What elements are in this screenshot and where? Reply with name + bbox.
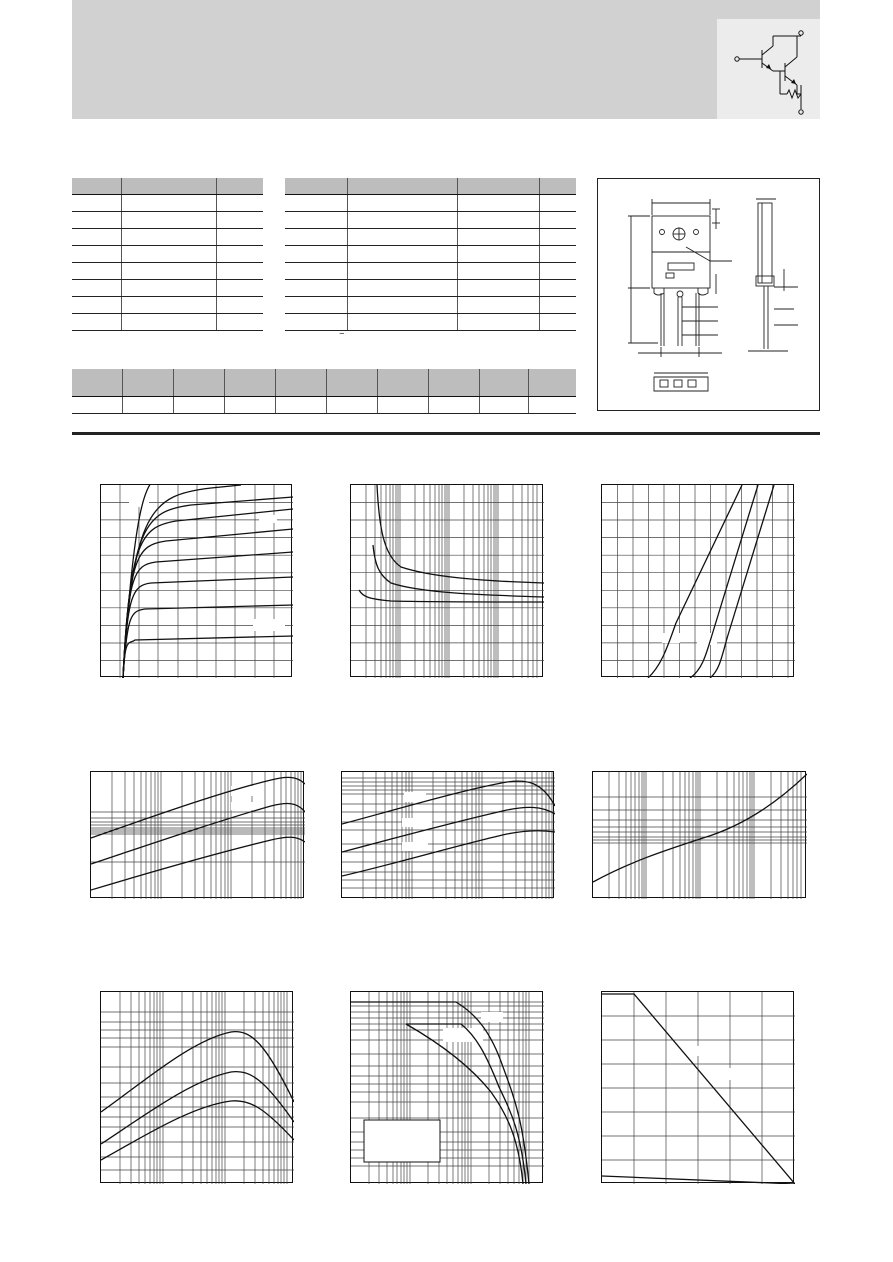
graph-hfe-ic-vce [341,771,554,898]
spec-table-left [72,178,263,331]
graph-ic-vbe [601,484,794,677]
graph-power-derating [601,991,794,1183]
graph-hfe-ic [350,484,543,677]
graph-safe-operating-area [350,991,543,1183]
package-outline-box [597,178,820,411]
graph-ic-vce [100,484,292,677]
spec-table-bottom [72,369,576,414]
graph-hfe-ic-temp [90,771,304,898]
spec-table-right [285,178,576,331]
section-rule [72,432,820,435]
circuit-symbol-box [717,19,820,119]
header-band [72,0,820,119]
graph-ft-ic [100,991,293,1183]
footnote-mark: ‾ [340,333,344,345]
graph-thermal-resistance [592,771,806,898]
darlington-symbol-icon [717,19,820,119]
package-outline-drawing [598,179,821,412]
